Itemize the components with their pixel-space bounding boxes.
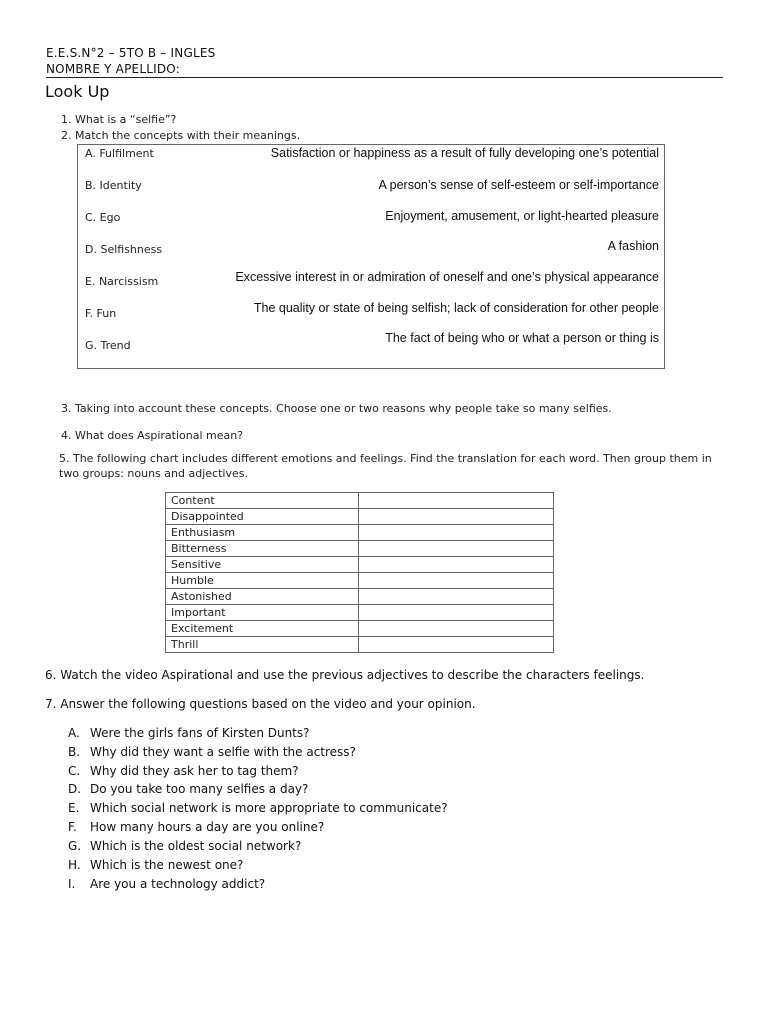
question-5: 5. The following chart includes different emotions and feelings. Find the translation for each word. Then group them in [59, 452, 712, 465]
list-question: Which social network is more appropriate to communicate? [90, 801, 448, 815]
concept-item: C. Ego [85, 211, 121, 224]
list-question: Do you take too many selfies a day? [90, 782, 309, 796]
translation-cell[interactable] [359, 589, 554, 605]
meaning-item: The fact of being who or what a person or thing is [385, 331, 659, 345]
concept-item: F. Fun [85, 307, 117, 320]
concept-item: B. Identity [85, 179, 142, 192]
table-row [166, 493, 554, 509]
meaning-item: The quality or state of being selfish; lack of consideration for other people [253, 301, 659, 315]
translation-cell[interactable] [359, 621, 554, 637]
translation-cell[interactable] [359, 541, 554, 557]
question-5-continued: two groups: nouns and adjectives. [59, 467, 248, 480]
question-7: 7. Answer the following questions based on the video and your opinion. [45, 697, 476, 711]
table-row [166, 557, 554, 573]
list-question: Are you a technology addict? [90, 877, 266, 891]
translation-cell[interactable] [359, 605, 554, 621]
concept-item: D. Selfishness [85, 243, 163, 256]
meaning-item: A fashion [607, 239, 659, 253]
meaning-item: Satisfaction or happiness as a result of fully developing one’s potential [270, 146, 659, 160]
matching-box [77, 144, 665, 369]
emotion-cell: Humble [166, 573, 359, 589]
table-row [166, 637, 554, 653]
list-letter: F. [68, 820, 77, 834]
list-letter: E. [68, 801, 80, 815]
concept-item: G. Trend [85, 339, 131, 352]
table-row [166, 573, 554, 589]
concept-item: A. Fulfilment [85, 147, 154, 160]
list-letter: C. [68, 764, 81, 778]
list-question: Which is the oldest social network? [90, 839, 302, 853]
table-row [166, 541, 554, 557]
list-letter: G. [68, 839, 82, 853]
emotion-cell: Bitterness [166, 541, 359, 557]
emotion-cell: Excitement [166, 621, 359, 637]
table-row [166, 509, 554, 525]
list-question: Which is the newest one? [90, 858, 244, 872]
table-row [166, 589, 554, 605]
translation-cell[interactable] [359, 493, 554, 509]
translation-cell[interactable] [359, 509, 554, 525]
list-question: Why did they want a selfie with the actress? [90, 745, 356, 759]
list-question: How many hours a day are you online? [90, 820, 325, 834]
meaning-item: Excessive interest in or admiration of oneself and one’s physical appearance [235, 270, 659, 284]
translation-cell[interactable] [359, 573, 554, 589]
emotion-cell: Important [166, 605, 359, 621]
school-header: E.E.S.N°2 – 5TO B – INGLES [46, 46, 216, 60]
emotion-cell: Enthusiasm [166, 525, 359, 541]
list-letter: H. [68, 858, 81, 872]
list-letter: D. [68, 782, 82, 796]
question-4: 4. What does Aspirational mean? [61, 429, 244, 442]
list-question: Why did they ask her to tag them? [90, 764, 299, 778]
question-2: 2. Match the concepts with their meanings. [61, 129, 301, 142]
translation-cell[interactable] [359, 637, 554, 653]
meaning-item: Enjoyment, amusement, or light-hearted pleasure [385, 209, 659, 223]
list-letter: A. [68, 726, 80, 740]
emotion-cell: Content [166, 493, 359, 509]
table-row [166, 605, 554, 621]
list-letter: I. [68, 877, 76, 891]
header-divider [46, 77, 723, 78]
concept-item: E. Narcissism [85, 275, 159, 288]
question-3: 3. Taking into account these concepts. Choose one or two reasons why people take so many selfies. [61, 402, 612, 415]
emotion-cell: Disappointed [166, 509, 359, 525]
question-6: 6. Watch the video Aspirational and use the previous adjectives to describe the characters feelings. [45, 668, 645, 682]
emotion-cell: Astonished [166, 589, 359, 605]
table-row [166, 621, 554, 637]
list-letter: B. [68, 745, 81, 759]
table-row [166, 525, 554, 541]
worksheet-title: Look Up [45, 82, 110, 101]
question-1: 1. What is a “selfie”? [61, 113, 177, 126]
emotion-cell: Sensitive [166, 557, 359, 573]
translation-cell[interactable] [359, 557, 554, 573]
emotion-cell: Thrill [166, 637, 359, 653]
list-question: Were the girls fans of Kirsten Dunts? [90, 726, 310, 740]
meaning-item: A person’s sense of self-esteem or self-importance [378, 178, 659, 192]
name-field-label: NOMBRE Y APELLIDO: [46, 62, 180, 76]
translation-cell[interactable] [359, 525, 554, 541]
emotions-table [165, 492, 554, 653]
